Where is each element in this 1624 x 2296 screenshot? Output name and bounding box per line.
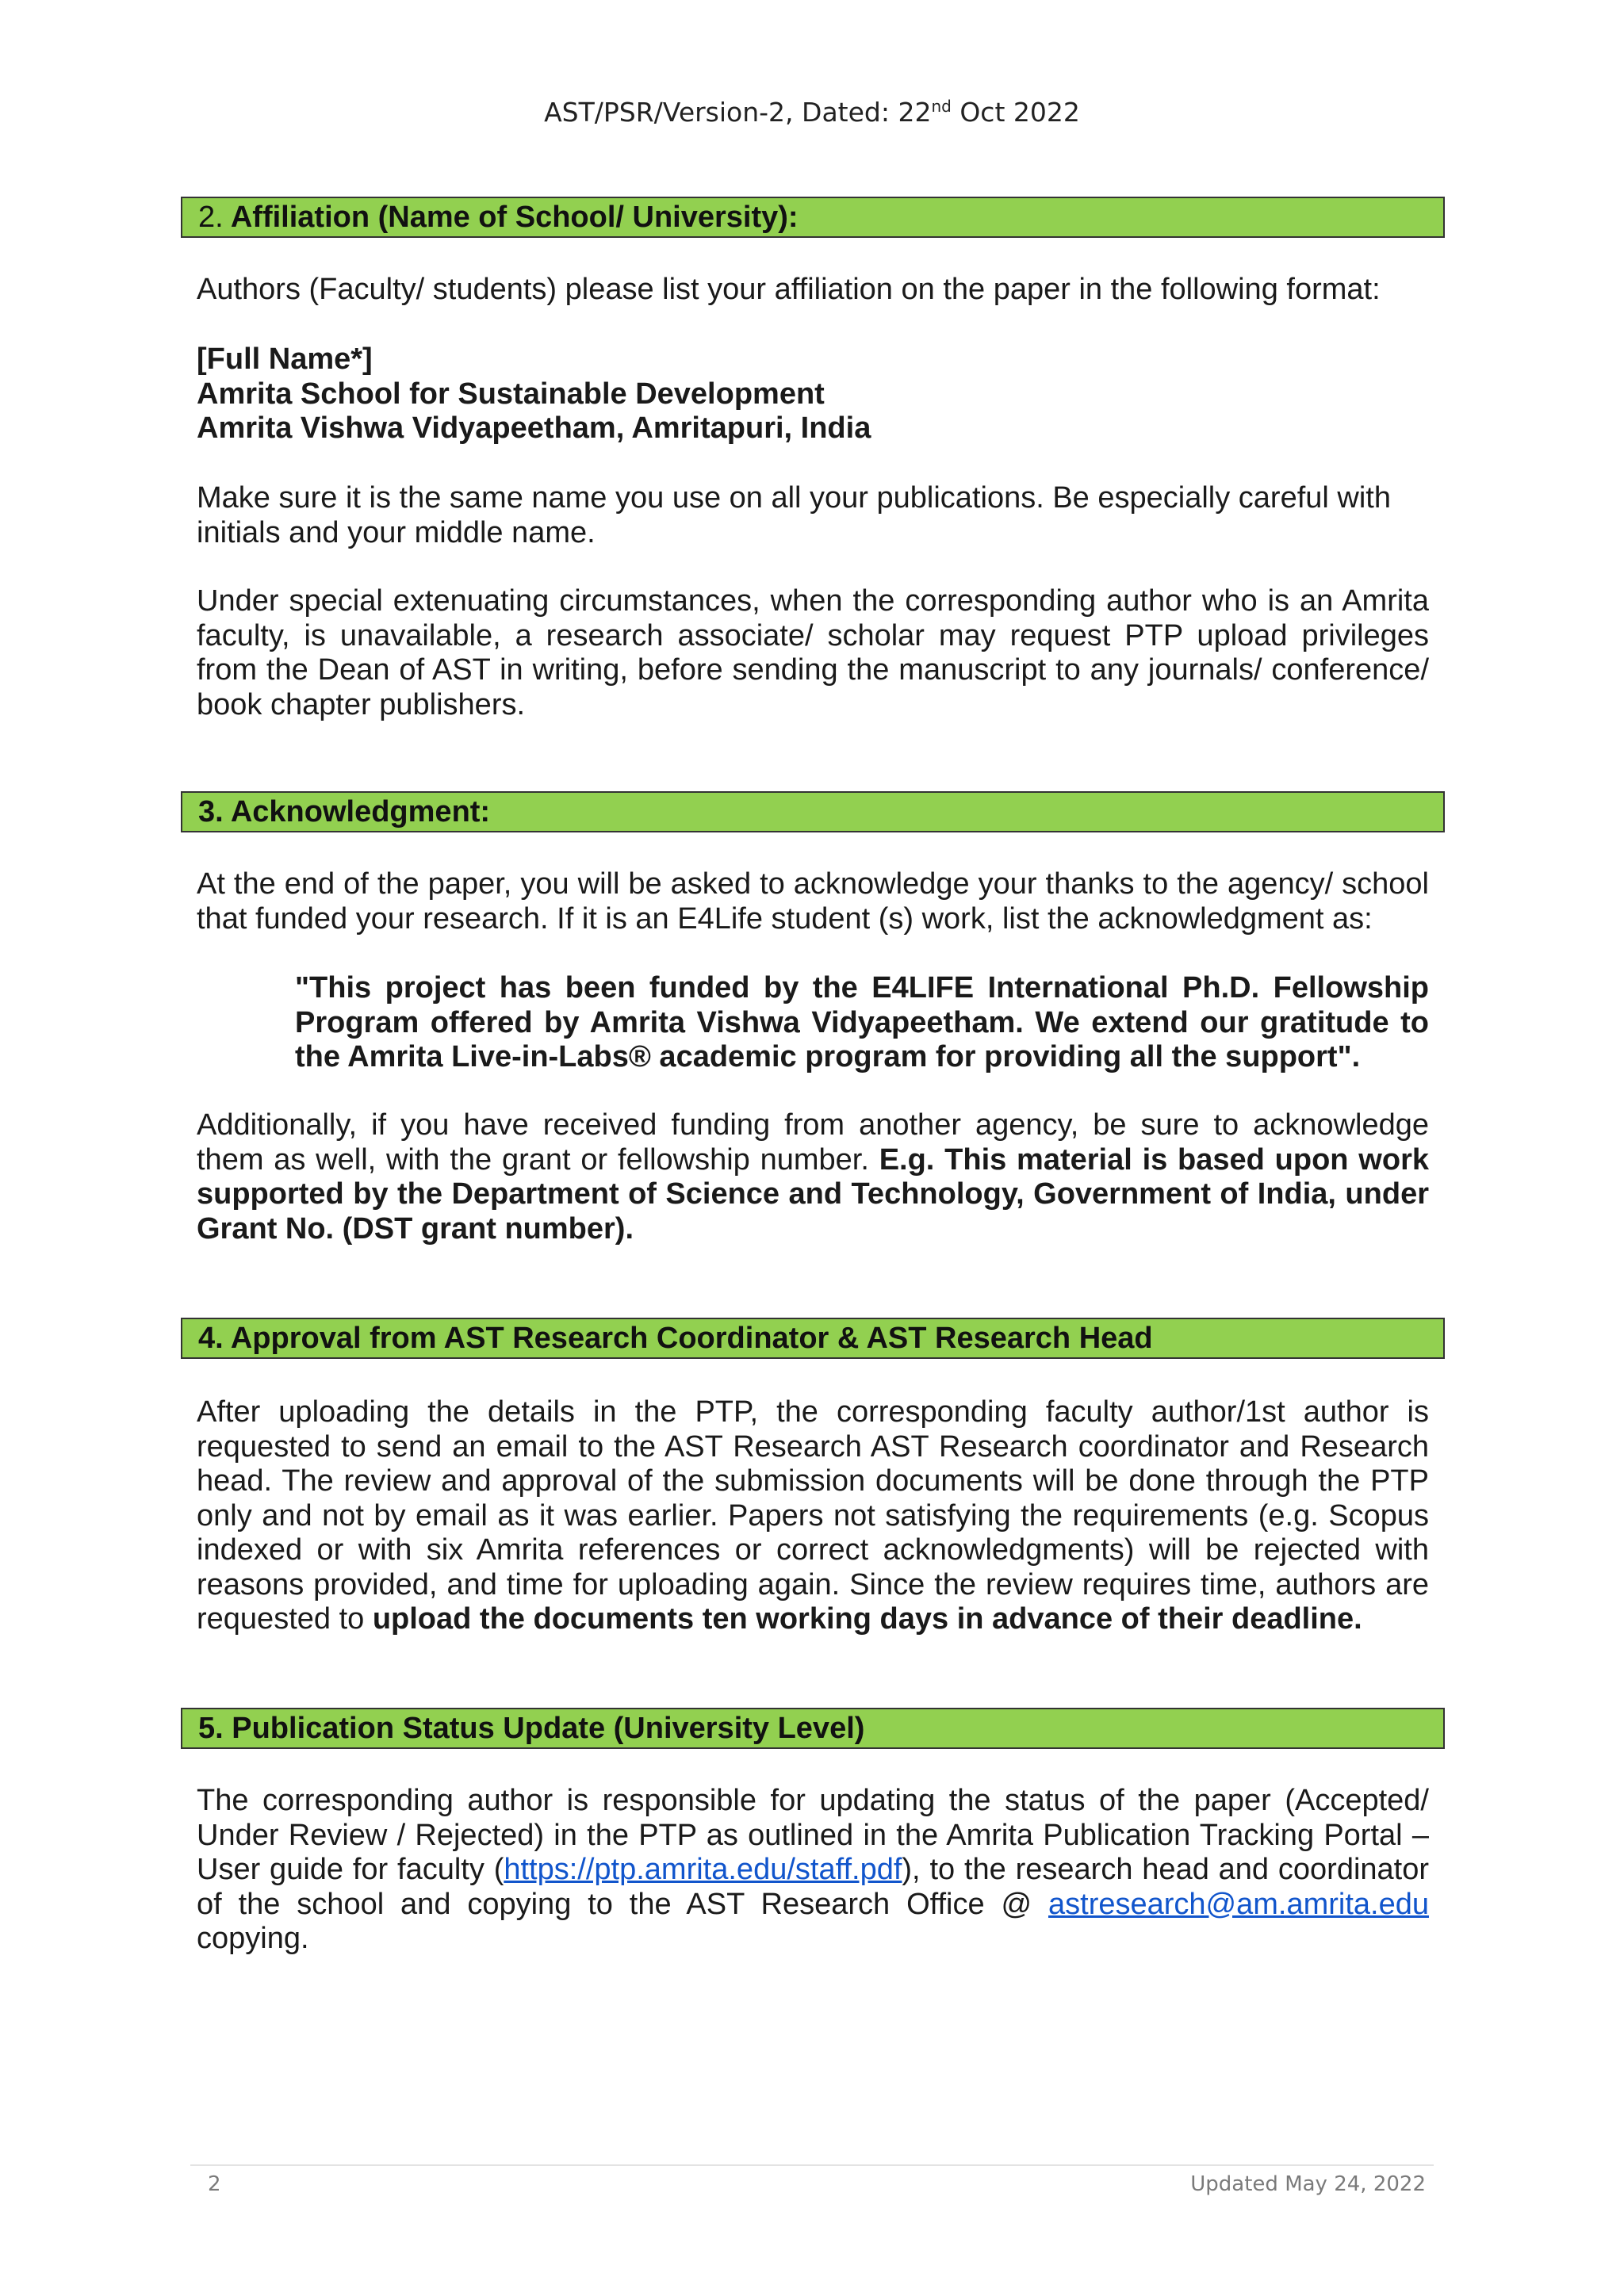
additional-funding-text: Additionally, if you have received funding from another agency, be sure to acknowledge them as well, with the grant or fellowship number. bbox=[197, 1108, 1429, 1177]
section-4-deadline-note: upload the documents ten working days in advance of their deadline. bbox=[372, 1602, 1362, 1636]
document-header bbox=[0, 97, 1624, 128]
affiliation-line-university: Amrita Vishwa Vidyapeetham, Amritapuri, India bbox=[197, 411, 871, 445]
footer-updated-date: Updated May 24, 2022 bbox=[1190, 2172, 1426, 2196]
section-4-body-text: After uploading the details in the PTP, the corresponding faculty author/1st author is requested to send an email to the AST Research AST Research coordinator and Research head. The review and approval of the submission documents will be done through the PTP only and not by email as it was earlier. Papers not satisfying the requirements (e.g. Scopus indexed or with six Amrita references or correct acknowledgments) will be rejected with reasons provided, and time for uploading again. Since the review requires time, authors are requested to bbox=[197, 1395, 1429, 1636]
affiliation-format-block bbox=[197, 342, 1429, 446]
ast-research-email-link[interactable]: astresearch@am.amrita.edu bbox=[1048, 1887, 1429, 1921]
section-2-intro: Authors (Faculty/ students) please list your affiliation on the paper in the following format: bbox=[197, 273, 1381, 306]
section-2-same-name-note: Make sure it is the same name you use on all your publications. Be especially careful with initials and your middle name. bbox=[197, 481, 1391, 549]
section-2-title: Affiliation (Name of School/ University): bbox=[223, 201, 799, 234]
doc-ref: AST/PSR/Version-2, Dated: 22 bbox=[544, 97, 932, 128]
footer-divider bbox=[190, 2164, 1434, 2166]
section-2-heading bbox=[181, 197, 1445, 238]
ptp-user-guide-link[interactable]: https://ptp.amrita.edu/staff.pdf bbox=[504, 1853, 902, 1886]
section-4-body bbox=[197, 1395, 1429, 1637]
section-5-body-text-3: copying. bbox=[197, 1922, 309, 1955]
section-5-heading: 5. Publication Status Update (University Level) bbox=[181, 1708, 1445, 1749]
acknowledgment-quote: "This project has been funded by the E4LIFE International Ph.D. Fellowship Program offered by Amrita Vishwa Vidyapeetham. We extend our gratitude to the Amrita Live-in-Labs® academic program for providing all the support". bbox=[295, 971, 1429, 1073]
section-2-number: 2. bbox=[198, 201, 224, 234]
section-3-heading: 3. Acknowledgment: bbox=[181, 791, 1445, 832]
section-4-heading: 4. Approval from AST Research Coordinator & AST Research Head bbox=[181, 1318, 1445, 1359]
section-5-body bbox=[197, 1784, 1429, 1957]
affiliation-line-school: Amrita School for Sustainable Development bbox=[197, 377, 825, 411]
date-superscript: nd bbox=[931, 97, 952, 116]
section-5-body-text-1: The corresponding author is responsible for updating the status of the paper (Accepted/ Under Review / Rejected) in the PTP as outlined in the Amrita Publication Tracking Portal – User guide for faculty ( bbox=[197, 1784, 1429, 1886]
section-3-intro: At the end of the paper, you will be asked to acknowledge your thanks to the agency/ school that funded your research. If it is an E4Life student (s) work, list the acknowledgment as: bbox=[197, 867, 1429, 936]
page-number: 2 bbox=[208, 2172, 221, 2196]
section-3-additional-funding bbox=[197, 1108, 1429, 1246]
section-5-body-text-2: ), to the research head and coordinator of the school and copying to the AST Research Office @ bbox=[197, 1853, 1430, 1921]
additional-funding-example: E.g. This material is based upon work supported by the Department of Science and Technology, Government of India, under Grant No. (DST grant number). bbox=[197, 1142, 1429, 1246]
section-2-special-circumstances: Under special extenuating circumstances, when the corresponding author who is an Amrita faculty, is unavailable, a research associate/ scholar may request PTP upload privileges from the Dean of AST in writing, before sending the manuscript to any journals/ conference/ book chapter publishers. bbox=[197, 584, 1429, 721]
affiliation-line-name: [Full Name*] bbox=[197, 342, 373, 376]
doc-month-year: Oct 2022 bbox=[951, 97, 1080, 128]
